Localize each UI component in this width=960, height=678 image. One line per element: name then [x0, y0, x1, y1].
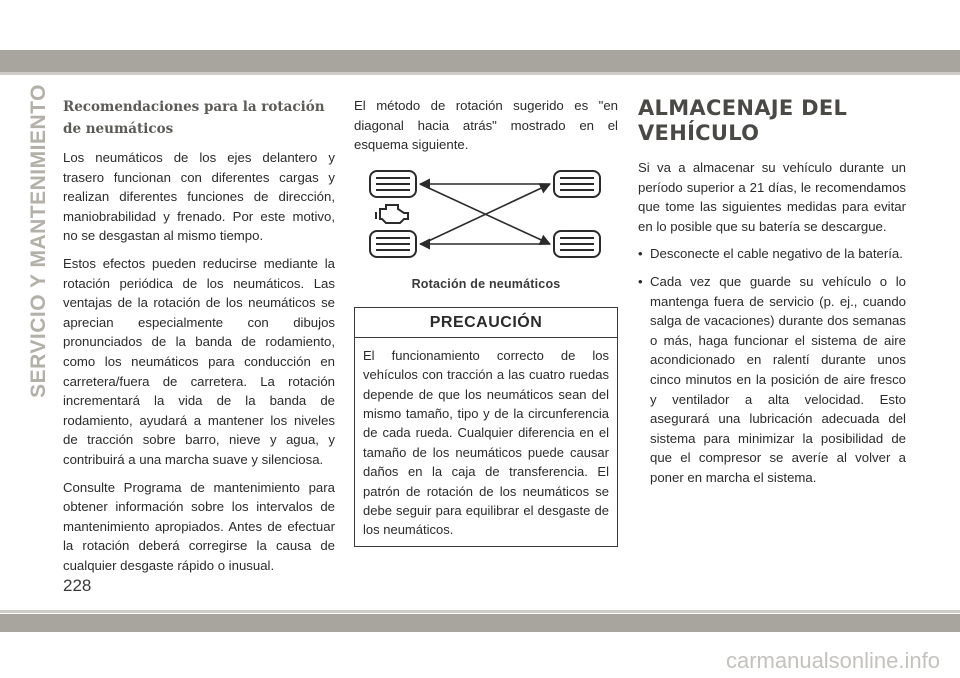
- rotation-heading: Recomendaciones para la rotación de neumáticos: [63, 99, 325, 137]
- watermark: carmanualsonline.info: [725, 648, 940, 673]
- top-band: [0, 50, 960, 72]
- tire-rear-right: [554, 231, 600, 257]
- list-item: [638, 244, 906, 264]
- column-middle: [354, 96, 618, 547]
- bullet-glyph: •: [638, 246, 643, 262]
- column-left: [63, 96, 335, 583]
- tire-rotation-svg: [354, 159, 618, 277]
- list-item-text: Desconecte el cable negativo de la batería.: [650, 246, 903, 262]
- section-side-title: [24, 84, 54, 398]
- bottom-band: [0, 614, 960, 632]
- column-right: [638, 96, 906, 496]
- tire-rotation-diagram: [354, 159, 618, 277]
- list-item: [638, 272, 906, 488]
- storage-title: ALMACENAJE DEL VEHÍCULO: [638, 96, 848, 145]
- bottom-band-line: [0, 610, 960, 613]
- paragraph: Los neumáticos de los ejes delantero y trasero funcionan con diferentes cargas y realizan diferentes funciones de dirección, maniobrabilidad y frenado. Por este motivo, no se desgastan al mismo tiempo.: [63, 150, 335, 244]
- tire-front-right: [554, 171, 600, 197]
- tire-rear-left: [370, 231, 416, 257]
- bullet-glyph: •: [638, 273, 643, 289]
- paragraph: Estos efectos pueden reducirse mediante la rotación periódica de los neumáticos. Las ventajas de la rotación de los neumáticos se aprecian especialmente con dibujos pronunciados de la banda de rodamiento, como los neumáticos para conducción en carretera/fuera de carretera. La rotación incrementará la vida de la banda de rodamiento, ayudará a mantener los niveles de tracción sobre barro, nieve y agua, y contribuirá a una marcha suave y silenciosa.: [63, 255, 335, 467]
- rotation-intro: El método de rotación sugerido es "en diagonal hacia atrás" mostrado en el esquema siguiente.: [354, 98, 618, 153]
- engine-icon: [376, 205, 408, 223]
- storage-paragraph: Si va a almacenar su vehículo durante un período superior a 21 días, le recomendamos que tome las siguientes medidas para evitar en lo posible que su batería se descargue.: [638, 160, 906, 234]
- caution-title: PRECAUCIÓN: [355, 308, 617, 338]
- paragraph: Consulte Programa de mantenimiento para obtener información sobre los intervalos de mantenimiento apropiados. Antes de efectuar la rotación deberá corregirse la causa de cualquier desgaste rápido o inusual.: [63, 479, 335, 573]
- tire-front-left: [370, 171, 416, 197]
- caution-box: [354, 307, 618, 547]
- list-item-text: Cada vez que guarde su vehículo o lo mantenga fuera de servicio (p. ej., cuando salga de vacaciones) durante dos semanas o más, haga funcionar el sistema de aire acondicionado en ralentí durante unos cinco minutos en la posición de aire fresco y ventilador a alta velocidad. Esto asegurará una lubricación adecuada del sistema para minimizar la posibilidad de que el compresor se averíe al volver a poner en marcha el sistema.: [650, 273, 906, 485]
- section-side-title-text: SERVICIO Y MANTENIMIENTO: [27, 84, 50, 398]
- page-number: 228: [63, 576, 92, 595]
- diagram-caption: Rotación de neumáticos: [411, 276, 561, 291]
- caution-text: El funcionamiento correcto de los vehículos con tracción a las cuatro ruedas depende de que los neumáticos sean del mismo tamaño, tipo y de la circunferencia de cada rueda. Cualquier diferencia en el tamaño de los neumáticos puede causar daños en la caja de transferencia. El patrón de rotación de los neumáticos se debe seguir para equilibrar el desgaste de los neumáticos.: [363, 347, 609, 538]
- top-band-line: [0, 72, 960, 75]
